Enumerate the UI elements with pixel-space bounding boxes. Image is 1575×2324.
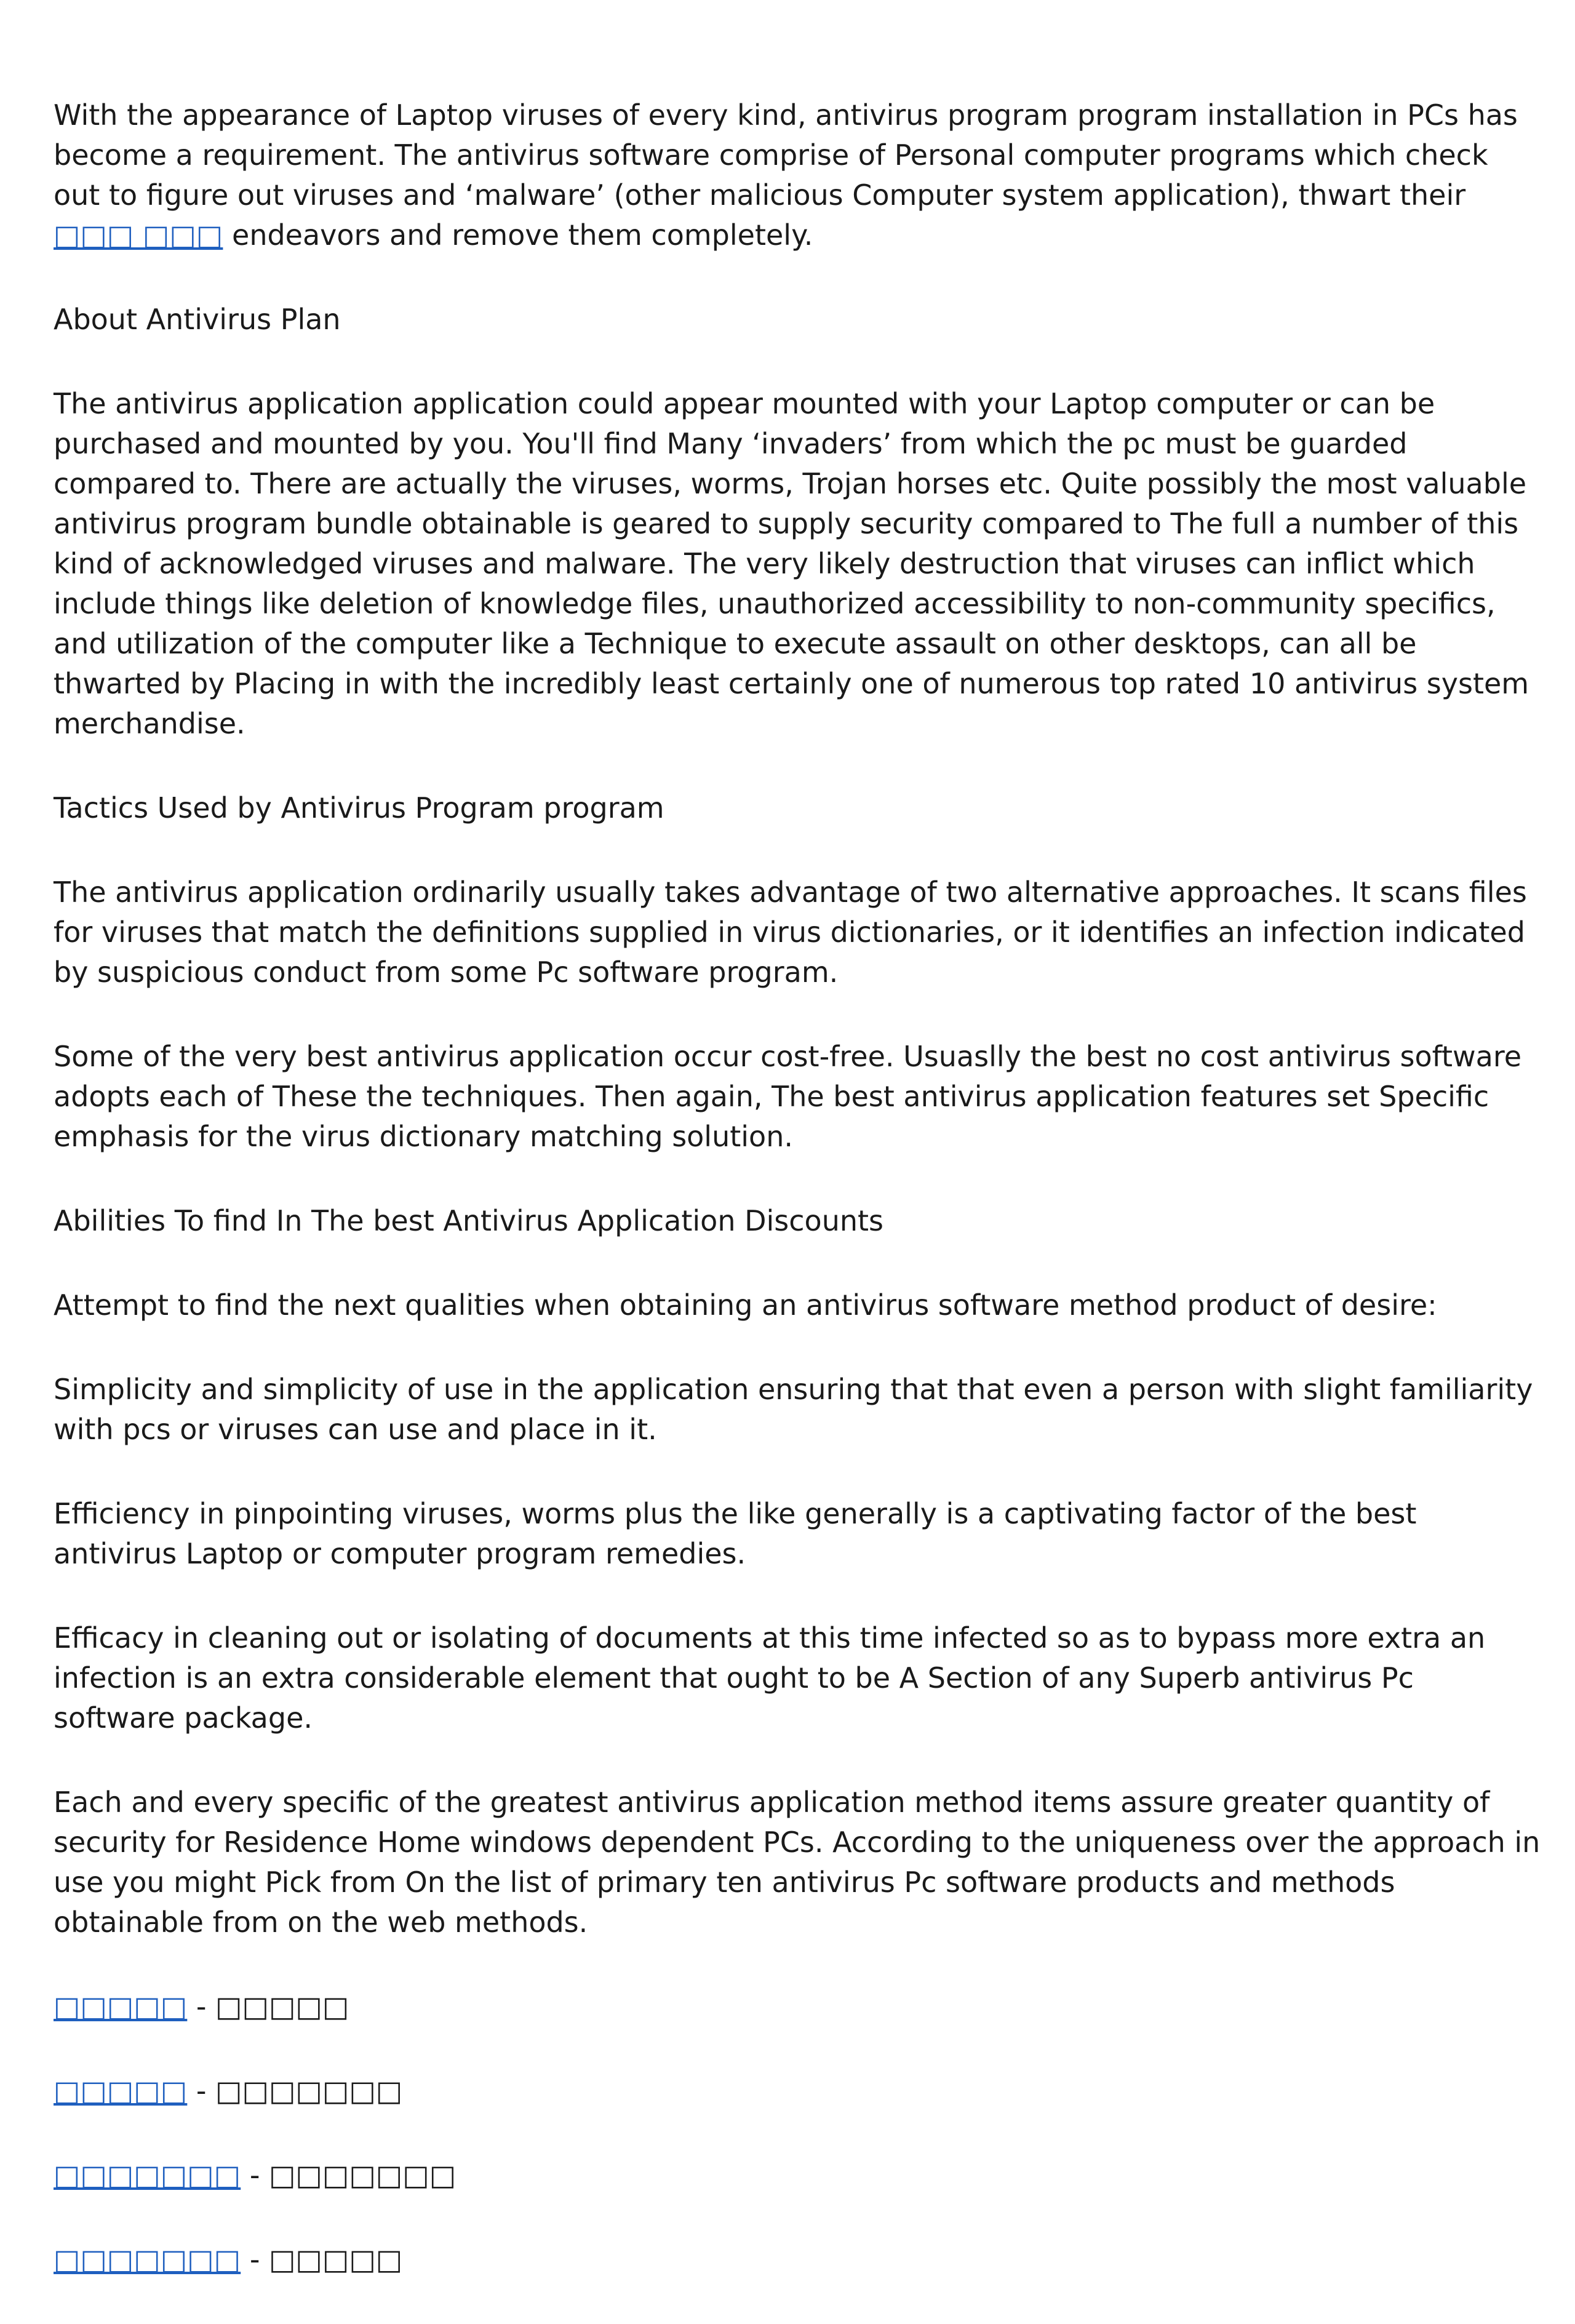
footer-link-row (54, 1987, 1542, 2027)
footer-link[interactable]: □□□□□ (54, 1990, 188, 2023)
link-separator: - (187, 1990, 216, 2023)
link-separator: - (241, 2158, 269, 2192)
link-description: □□□□□ (215, 1990, 349, 2023)
article-body (54, 95, 1542, 2324)
link-description: □□□□□□□ (269, 2158, 457, 2192)
paragraph-free-antivirus: Some of the very best antivirus application occur cost-free. Usuaslly the best no cost antivirus software adopts each of These the techniques. Then again, The best antivirus application features set Specific emphasis for the virus dictionary matching solution. (54, 1040, 1522, 1153)
section-heading-about: About Antivirus Plan (54, 303, 341, 336)
paragraph-efficacy: Efficacy in cleaning out or isolating of documents at this time infected so as to bypass more extra an infection is an extra considerable element that ought to be A Section of any Superb antivirus Pc software package. (54, 1621, 1486, 1735)
footer-link[interactable]: □□□□□ (54, 2074, 188, 2107)
paragraph-conclusion: Each and every specific of the greatest antivirus application method items assure greater quantity of security for Residence Home windows dependent PCs. According to the uniqueness over the approach in use you might Pick from On the list of primary ten antivirus Pc software products and methods obtainable from on the web methods. (54, 1786, 1541, 1939)
footer-link-row (54, 2071, 1542, 2111)
section-heading-abilities: Abilities To find In The best Antivirus Application Discounts (54, 1204, 884, 1237)
footer-link[interactable]: □□□□□□□ (54, 2158, 241, 2192)
link-separator: - (187, 2074, 216, 2107)
footer-link[interactable]: □□□□□□□ (54, 2243, 241, 2276)
link-description: □□□□□□□ (215, 2074, 403, 2107)
paragraph-about: The antivirus application application could appear mounted with your Laptop computer or can be purchased and mounted by you. You'll find Many ‘invaders’ from which the pc must be guarded compared to. There are actually the viruses, worms, Trojan horses etc. Quite possibly the most valuable antivirus program bundle obtainable is geared to supply security compared to The full a number of this kind of acknowledged viruses and malware. The very likely destruction that viruses can inflict which include things like deletion of knowledge files, unauthorized accessibility to non-community specifics, and utilization of the computer like a Technique to execute assault on other desktops, can all be thwarted by Placing in with the incredibly least certainly one of numerous top rated 10 antivirus system merchandise. (54, 387, 1529, 740)
footer-link-row (54, 2155, 1542, 2195)
paragraph-efficiency: Efficiency in pinpointing viruses, worms plus the like generally is a captivating factor of the best antivirus Laptop or computer program remedies. (54, 1497, 1417, 1570)
paragraph-tactics: The antivirus application ordinarily usually takes advantage of two alternative approaches. It scans files for viruses that match the definitions supplied in virus dictionaries, or it identifies an infection indicated by suspicious conduct from some Pc software program. (54, 876, 1527, 989)
paragraph-simplicity: Simplicity and simplicity of use in the application ensuring that that even a person with slight familiarity with pcs or viruses can use and place in it. (54, 1373, 1533, 1446)
footer-link-row (54, 2240, 1542, 2280)
intro-text-after: endeavors and remove them completely. (223, 218, 813, 252)
intro-text-before: With the appearance of Laptop viruses of every kind, antivirus program program installation in PCs has become a requirement. The antivirus software comprise of Personal computer programs which check out to figure out viruses and ‘malware’ (other malicious Computer system application), thwart their (54, 98, 1518, 212)
paragraph-qualities-intro: Attempt to find the next qualities when obtaining an antivirus software method product of desire: (54, 1288, 1437, 1322)
intro-paragraph (54, 95, 1542, 255)
link-description: □□□□□ (269, 2243, 403, 2276)
link-separator: - (241, 2243, 269, 2276)
intro-inline-link[interactable]: □□□ □□□ (54, 218, 223, 252)
section-heading-tactics: Tactics Used by Antivirus Program program (54, 791, 664, 825)
